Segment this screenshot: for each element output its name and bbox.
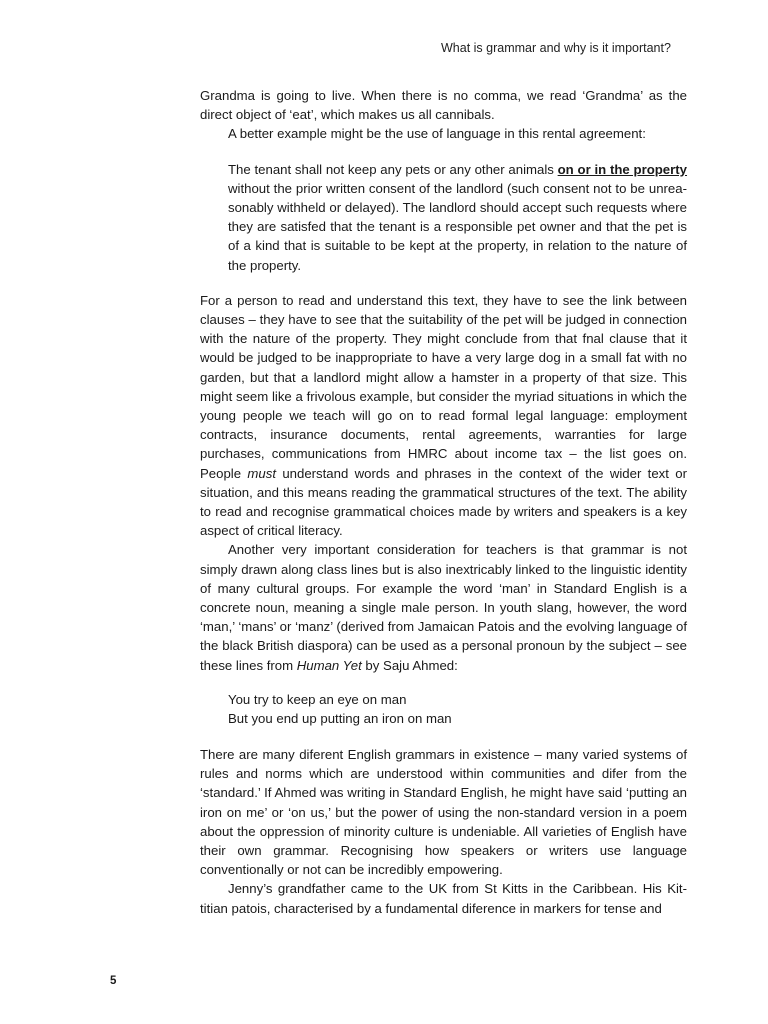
page-body — [200, 86, 687, 918]
running-header: What is grammar and why is it important? — [441, 41, 671, 55]
paragraph-3-italic: must — [247, 465, 276, 481]
paragraph-3-end: understand words and phrases in the context of the wider text or situation, and this means reading the grammatical structures of the text. The ability to read and recognise grammatical choices made by writers and speakers is a key aspect of critical literacy. — [200, 465, 687, 539]
paragraph-4-start: Another very important consideration for teachers is that grammar is not simply drawn along class lines but is also inextricably linked to the linguistic identity of many cultural groups. For example the word ‘man’ in Standard English is a concrete noun, meaning a single male person. In youth slang, however, the word ‘man,’ ‘mans’ or ‘manz’ (derived from Jamaican Patois and the evolving language of the black British diaspora) can be used as a personal pronoun by the subject – see these lines from — [200, 542, 687, 673]
paragraph-3 — [200, 291, 687, 541]
paragraph-3-start: For a person to read and understand this text, they have to see the link between clauses – they have to see that the suitability of the pet will be judged in connection with the nature of the property. They might conclude from that fnal clause that it would be judged to be inappropriate to have a very large dog in a small fat with no garden, but that a landlord might allow a hamster in a property of that size. This might seem like a frivolous example, but consider the myriad situations in which the young people we teach will go on to read formal legal language: employment contracts, insurance documents, rental agreements, warranties for large purchases, communications from HMRC about income tax – the list goes on. People — [200, 292, 687, 481]
poem-line-1: You try to keep an eye on man — [228, 691, 407, 707]
rental-agreement-quote — [228, 160, 687, 275]
paragraph-4-end: by Saju Ahmed: — [361, 657, 458, 673]
quote-text-end: without the prior written consent of the landlord (such consent not to be unreasonably withheld or delayed). The landlord should accept such requests where they are satisfed that the tenant is a responsible pet owner and that the pet is of a kind that is suitable to be kept at the property, in relation to the nature of the property. — [228, 180, 687, 273]
paragraph-1: Grandma is going to live. When there is no comma, we read ‘Grandma’ as the direct object of ‘eat’, which makes us all cannibals. — [200, 88, 687, 123]
paragraph-4-italic: Human Yet — [296, 657, 362, 673]
poem-line-2: But you end up putting an iron on man — [228, 711, 452, 727]
paragraph-2: A better example might be the use of language in this rental agreement: — [228, 126, 646, 142]
paragraph-6: Jenny’s grandfather came to the UK from St Kitts in the Caribbean. His Kittitian patois, characterised by a fundamental diference in markers for tense and — [200, 881, 687, 916]
paragraph-5: There are many diferent English grammars in existence – many varied systems of rules and norms which are understood within communities and difer from the ‘standard.’ If Ahmed was writing in Standard English, he might have said ‘putting an iron on me’ or ‘on us,’ but the power of using the non-standard version in a poem about the oppression of minority culture is undeniable. All varieties of English have their own grammar. Recognising how speakers or writers use language conventionally or not can be incredibly empowering. — [200, 746, 687, 878]
paragraph-4 — [200, 540, 687, 674]
quote-emphasis: on or in the property — [557, 161, 688, 177]
poem-excerpt — [228, 690, 687, 729]
page-number: 5 — [110, 975, 117, 987]
quote-text-start: The tenant shall not keep any pets or any other animals — [228, 161, 558, 177]
